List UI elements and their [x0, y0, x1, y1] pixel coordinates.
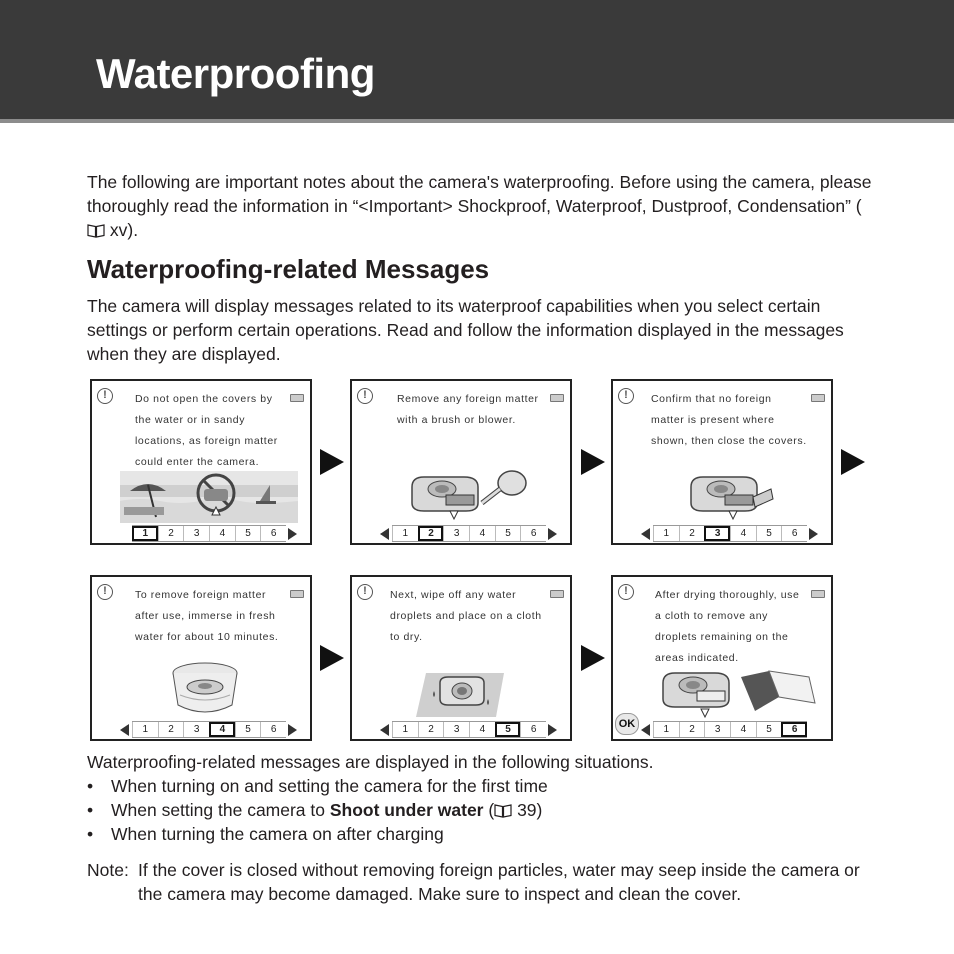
page-indicator: 1 2 3 4 5 6	[132, 721, 286, 738]
ok-button[interactable]: OK	[615, 713, 639, 735]
book-reference-icon	[87, 224, 105, 238]
page-indicator: 1 2 3 4 5 6	[392, 721, 546, 738]
bullet-icon: •	[87, 824, 94, 844]
book-reference-icon	[494, 804, 512, 818]
list-item: • When setting the camera to Shoot under water ( 39)	[87, 800, 543, 820]
battery-icon	[550, 590, 564, 598]
battery-icon	[290, 590, 304, 598]
prev-page-icon[interactable]	[641, 528, 650, 540]
next-page-icon[interactable]	[548, 528, 557, 540]
next-step-arrow-icon	[581, 449, 605, 475]
situations-list	[87, 774, 548, 846]
warning-icon: !	[357, 388, 373, 404]
message-screen-1	[90, 379, 312, 545]
camera-blower-illustration	[408, 467, 532, 523]
screen-message: Remove any foreign matter with a brush or blower.	[397, 393, 539, 426]
message-screen-6	[611, 575, 833, 741]
next-step-arrow-icon	[320, 449, 344, 475]
message-screen-3	[611, 379, 833, 545]
next-page-icon[interactable]	[809, 528, 818, 540]
note-paragraph	[87, 858, 887, 906]
screen-message: Do not open the covers by the water or in sandy locations, as foreign matter could enter the camera.	[135, 393, 278, 468]
warning-icon: !	[357, 584, 373, 600]
shoot-under-water-label: Shoot under water	[329, 800, 484, 820]
section-title: Waterproofing-related Messages	[87, 254, 490, 284]
battery-icon	[550, 394, 564, 402]
prev-page-icon[interactable]	[380, 528, 389, 540]
next-step-arrow-icon	[581, 645, 605, 671]
screen-message: Next, wipe off any water droplets and place on a cloth to dry.	[390, 589, 542, 643]
beach-scene-illustration	[120, 471, 298, 523]
battery-icon	[811, 394, 825, 402]
screen-message: Confirm that no foreign matter is present where shown, then close the covers.	[651, 393, 807, 447]
message-screen-2	[350, 379, 572, 545]
situations-intro: Waterproofing-related messages are displayed in the following situations.	[87, 752, 654, 772]
screen-message: To remove foreign matter after use, immerse in fresh water for about 10 minutes.	[135, 589, 279, 643]
message-screen-5	[350, 575, 572, 741]
prev-page-icon[interactable]	[120, 724, 129, 736]
camera-in-water-bowl-illustration	[170, 659, 240, 719]
prev-page-icon[interactable]	[380, 724, 389, 736]
page-indicator: 1 2 3 4 5 6	[392, 525, 546, 542]
list-item: • When turning the camera on after charging	[87, 824, 444, 844]
camera-open-cover-illustration	[687, 467, 777, 523]
battery-icon	[811, 590, 825, 598]
intro-ref-page: xv	[109, 220, 128, 240]
battery-icon	[290, 394, 304, 402]
next-step-arrow-icon	[320, 645, 344, 671]
warning-icon: !	[97, 584, 113, 600]
note-label: Note:	[87, 860, 129, 880]
page-indicator: 1 2 3 4 5 6	[653, 525, 807, 542]
intro-paragraph: The following are important notes about the camera's waterproofing. Before using the camera, please thoroughly read the information in “<Important> Shockproof, Waterproof, Dustproof, Condensation” ( xv).	[87, 172, 872, 240]
warning-icon: !	[97, 388, 113, 404]
next-page-icon[interactable]	[548, 724, 557, 736]
page-indicator: 1 2 3 4 5 6	[132, 525, 286, 542]
prev-page-icon[interactable]	[641, 724, 650, 736]
message-screen-4	[90, 575, 312, 741]
camera-cloth-wipe-illustration	[659, 667, 819, 719]
next-step-arrow-icon	[841, 449, 865, 475]
bullet-icon: •	[87, 800, 94, 820]
bullet-icon: •	[87, 776, 94, 796]
section-body: The camera will display messages related to its waterproof capabilities when you select certain settings or perform certain operations. Read and follow the information displayed in the messages when they are displayed.	[87, 296, 844, 364]
note-text: If the cover is closed without removing foreign particles, water may seep inside the camera or the camera may become damaged. Make sure to inspect and clean the cover.	[138, 860, 860, 904]
warning-icon: !	[618, 584, 634, 600]
screen-message: After drying thoroughly, use a cloth to remove any droplets remaining on the areas indicated.	[655, 589, 800, 664]
next-page-icon[interactable]	[288, 724, 297, 736]
warning-icon: !	[618, 388, 634, 404]
next-page-icon[interactable]	[288, 528, 297, 540]
camera-on-cloth-illustration	[416, 669, 506, 719]
page-header	[0, 0, 954, 123]
list-item: • When turning on and setting the camera for the first time	[87, 776, 548, 796]
page-title: Waterproofing	[96, 50, 375, 97]
page-indicator: 1 2 3 4 5 6	[653, 721, 807, 738]
